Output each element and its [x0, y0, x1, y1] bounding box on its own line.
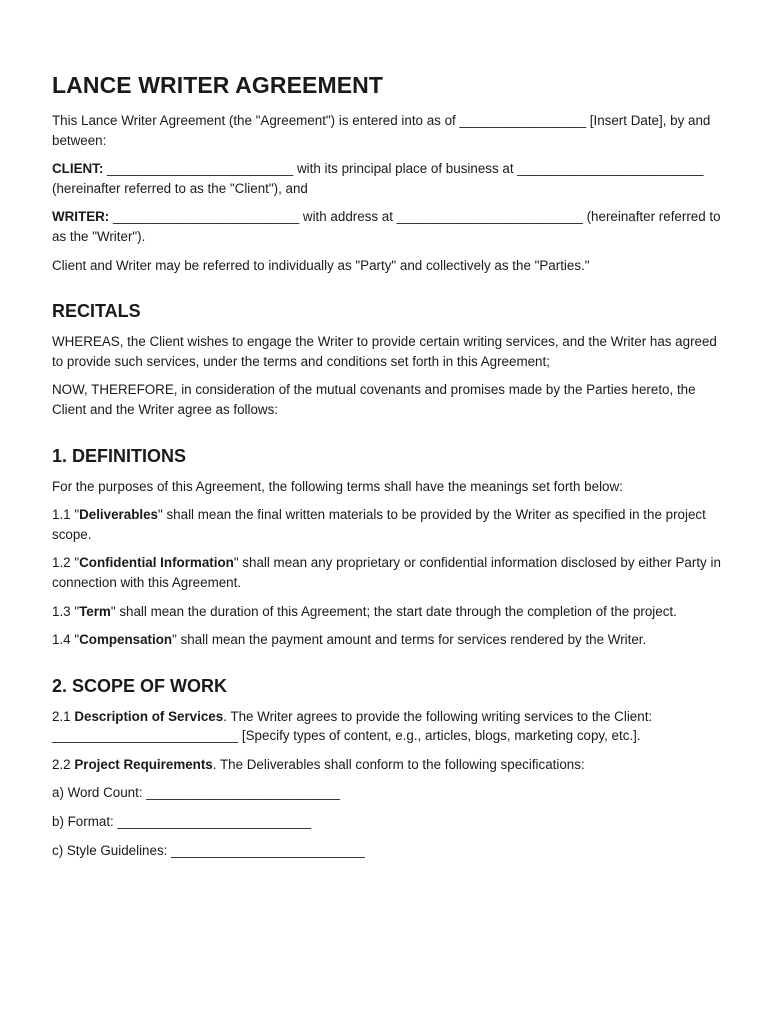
style-guidelines-line: c) Style Guidelines: __________________________: [52, 842, 365, 858]
writer-text: _________________________ with address at _________________________ (hereinafter referred to as the "Writer").: [52, 209, 721, 244]
definition-text: " shall mean the payment amount and terms for services rendered by the Writer.: [172, 632, 647, 648]
word-count-line: a) Word Count: __________________________: [52, 785, 340, 801]
scope-item-term: Project Requirements: [74, 756, 213, 772]
writer-paragraph: [52, 207, 722, 246]
scope-requirements-paragraph: [52, 755, 722, 775]
definition-term: Term: [79, 603, 111, 619]
definition-number: 1.4 ": [52, 632, 80, 648]
client-paragraph: [52, 159, 722, 198]
format-line: b) Format: __________________________: [52, 814, 312, 830]
client-text: _________________________ with its principal place of business at _________________________ (hereinafter referred to as the "Client"), and: [52, 161, 704, 196]
definition-text: " shall mean the duration of this Agreement; the start date through the completion of the project.: [110, 603, 677, 619]
scope-item-term: Description of Services: [74, 708, 224, 724]
definition-text: " shall mean the final written materials to be provided by the Writer as specified in the project scope.: [52, 507, 706, 542]
definition-item: [52, 602, 722, 622]
intro-paragraph: This Lance Writer Agreement (the "Agreement") is entered into as of _________________ [Insert Date], by and between:: [52, 113, 711, 148]
parties-paragraph: Client and Writer may be referred to individually as "Party" and collectively as the "Parties.": [52, 257, 590, 273]
scope-description-paragraph: [52, 707, 722, 746]
whereas-paragraph: WHEREAS, the Client wishes to engage the Writer to provide certain writing services, and the Writer has agreed to provide such services, under the terms and conditions set forth in this Agreement;: [52, 334, 717, 369]
scope-item-text: . The Writer agrees to provide the following writing services to the Client: _________________________ [Specify types of content, e.g., articles, blogs, marketing copy, etc.].: [52, 708, 653, 744]
scope-heading: 2. SCOPE OF WORK: [52, 675, 228, 696]
definition-number: 1.3 ": [52, 603, 80, 619]
document-title: LANCE WRITER AGREEMENT: [52, 72, 384, 98]
writer-label: WRITER:: [52, 209, 110, 225]
definition-term: Confidential Information: [79, 555, 234, 571]
definition-text: " shall mean any proprietary or confidential information disclosed by either Party in connection with this Agreement.: [52, 555, 721, 590]
definition-term: Deliverables: [79, 507, 158, 523]
definition-number: 1.2 ": [52, 555, 80, 571]
scope-item-number: 2.1: [52, 708, 75, 724]
now-therefore-paragraph: NOW, THEREFORE, in consideration of the mutual covenants and promises made by the Parties hereto, the Client and the Writer agree as follows:: [52, 382, 696, 417]
client-label: CLIENT:: [52, 161, 104, 177]
definitions-intro: For the purposes of this Agreement, the following terms shall have the meanings set forth below:: [52, 478, 623, 494]
recitals-heading: RECITALS: [52, 301, 141, 322]
definition-term: Compensation: [79, 632, 173, 648]
scope-item-number: 2.2: [52, 756, 75, 772]
scope-item-text: . The Deliverables shall conform to the following specifications:: [212, 756, 585, 772]
definition-number: 1.1 ": [52, 507, 80, 523]
definition-item: [52, 553, 722, 592]
definitions-heading: 1. DEFINITIONS: [52, 445, 187, 466]
definition-item: [52, 630, 722, 650]
definition-item: [52, 505, 722, 544]
